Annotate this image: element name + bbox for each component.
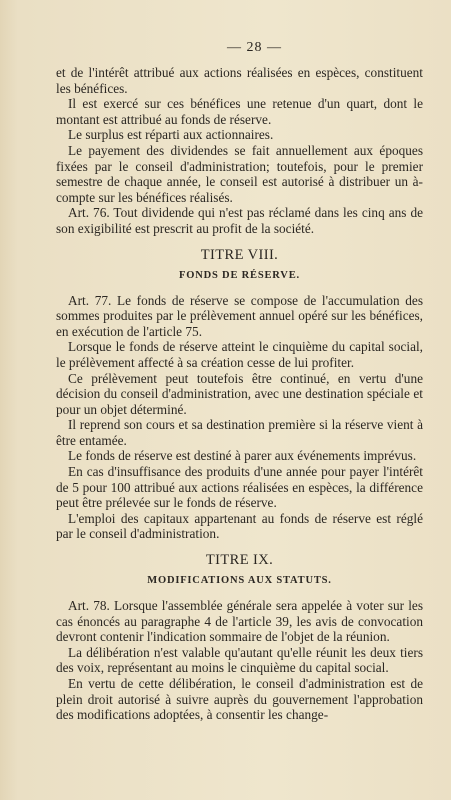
article-77: Art. 77. Le fonds de réserve se compose de l'accumulation des sommes produites par le prélèvement annuel opéré sur les bénéfices, en exécution de l'article 75. <box>56 292 423 339</box>
paragraph: Le surplus est réparti aux actionnaires. <box>68 127 274 143</box>
paragraph: En cas d'insuffisance des produits d'une année pour payer l'intérêt de 5 pour 100 attribué aux actions réalisées en espèces, la différence peut être prélevée sur le fonds de réserve. <box>56 464 423 511</box>
paragraph: Le payement des dividendes se fait annuellement aux époques fixées par le conseil d'administration; toutefois, pour le premier semestre de chaque année, le conseil est autorisé à distribuer un à-compte sur les bénéfices réalisés. <box>56 142 423 205</box>
paragraph: Ce prélèvement peut toutefois être continué, en vertu d'une décision du conseil d'administration, avec une destination spéciale et pour un objet déterminé. <box>56 370 423 417</box>
paragraph: Le fonds de réserve est destiné à parer aux événements imprévus. <box>68 448 417 464</box>
paragraph: Il reprend son cours et sa destination première si la réserve vient à être entamée. <box>56 417 423 448</box>
paragraph: Il est exercé sur ces bénéfices une retenue d'un quart, dont le montant est attribué au fonds de réserve. <box>56 96 423 127</box>
article-76: Art. 76. Tout dividende qui n'est pas réclamé dans les cinq ans de son exigibilité est prescrit au profit de la société. <box>56 205 423 236</box>
paragraph: et de l'intérêt attribué aux actions réalisées en espèces, constituent les bénéfices. <box>56 65 423 96</box>
section-title-titre-ix: TITRE IX. <box>205 552 274 569</box>
section-subtitle-modifications: MODIFICATIONS AUX STATUTS. <box>147 575 332 587</box>
paragraph: En vertu de cette délibération, le conseil d'administration est de plein droit autorisé à suivre auprès du gouvernement l'approbation des modifications adoptées, à consentir les change- <box>56 676 423 723</box>
section-title-titre-viii: TITRE VIII. <box>200 246 279 263</box>
paragraph: La délibération n'est valable qu'autant qu'elle réunit les deux tiers des voix, représentant au moins le cinquième du capital social. <box>56 644 423 676</box>
section-subtitle-fonds-de-reserve: FONDS DE RÉSERVE. <box>179 269 300 281</box>
paragraph: Lorsque le fonds de réserve atteint le cinquième du capital social, le prélèvement affecté à sa création cesse de lui profiter. <box>56 339 423 370</box>
article-78: Art. 78. Lorsque l'assemblée générale sera appelée à voter sur les cas énoncés au paragraphe 4 de l'article 39, les avis de convocation devront contenir l'indication sommaire de l'objet de la réunion. <box>56 598 423 645</box>
paragraph: L'emploi des capitaux appartenant au fonds de réserve est réglé par le conseil d'administration. <box>56 510 423 542</box>
page-number: — 28 — <box>227 40 282 55</box>
